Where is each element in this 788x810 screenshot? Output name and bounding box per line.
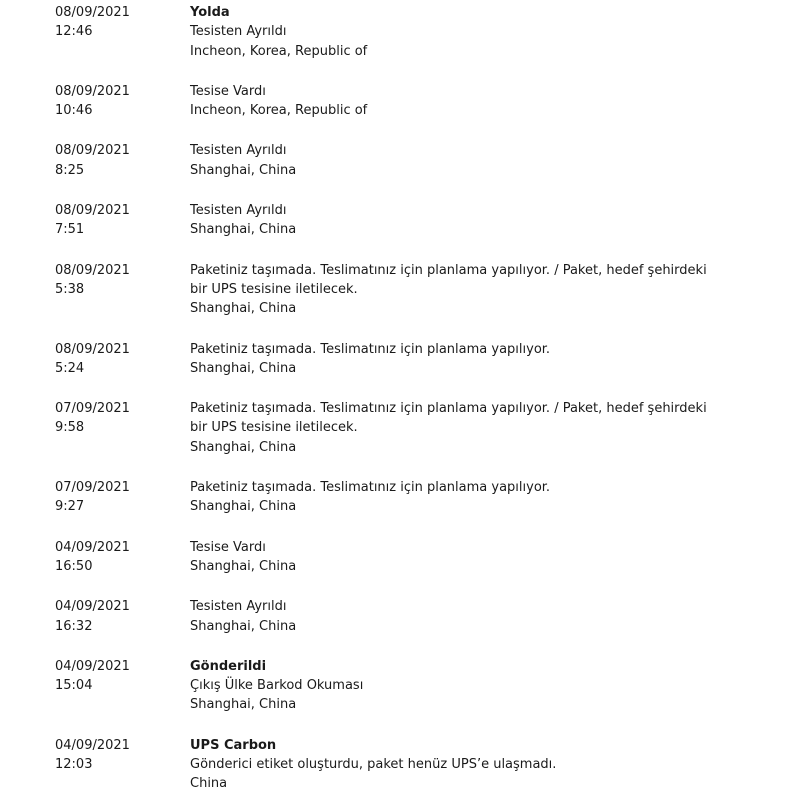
event-description: Tesisten Ayrıldı	[190, 203, 287, 219]
event-datetime	[55, 399, 190, 457]
event-location: Shanghai, China	[190, 222, 297, 238]
event-time: 15:04	[55, 678, 93, 694]
event-datetime	[55, 201, 190, 240]
event-description: Tesise Vardı	[190, 83, 266, 99]
event-datetime	[55, 736, 190, 794]
event-status: UPS Carbon	[190, 737, 277, 753]
event-description: Tesisten Ayrıldı	[190, 24, 287, 40]
event-time: 12:03	[55, 757, 93, 773]
tracking-event	[55, 597, 788, 636]
tracking-event	[55, 261, 788, 319]
event-time: 7:51	[55, 222, 85, 238]
event-details	[190, 261, 710, 319]
event-time: 5:24	[55, 360, 85, 376]
event-datetime	[55, 82, 190, 121]
event-time: 5:38	[55, 281, 85, 297]
event-location: Shanghai, China	[190, 618, 297, 634]
event-date: 08/09/2021	[55, 143, 130, 159]
event-description: Tesise Vardı	[190, 539, 266, 555]
event-datetime	[55, 597, 190, 636]
event-date: 04/09/2021	[55, 737, 130, 753]
event-status: Yolda	[190, 5, 230, 20]
event-date: 07/09/2021	[55, 401, 130, 417]
event-details	[190, 478, 710, 517]
event-time: 10:46	[55, 103, 93, 119]
event-details	[190, 201, 710, 240]
event-description: Tesisten Ayrıldı	[190, 599, 287, 615]
event-details	[190, 399, 710, 457]
event-description: Paketiniz taşımada. Teslimatınız için planlama yapılıyor. / Paket, hedef şehirdeki bir UPS tesisine iletilecek.	[190, 262, 707, 297]
event-description: Paketiniz taşımada. Teslimatınız için planlama yapılıyor.	[190, 341, 551, 357]
event-description: Tesisten Ayrıldı	[190, 143, 287, 159]
event-details	[190, 597, 710, 636]
event-date: 08/09/2021	[55, 83, 130, 99]
tracking-event	[55, 3, 788, 61]
event-date: 04/09/2021	[55, 539, 130, 555]
tracking-event	[55, 657, 788, 715]
event-location: Shanghai, China	[190, 301, 297, 317]
event-location: Incheon, Korea, Republic of	[190, 43, 368, 59]
event-details	[190, 82, 710, 121]
event-location: Shanghai, China	[190, 499, 297, 515]
event-date: 08/09/2021	[55, 203, 130, 219]
event-description: Çıkış Ülke Barkod Okuması	[190, 678, 364, 694]
event-details	[190, 3, 710, 61]
event-details	[190, 736, 710, 794]
event-description: Paketiniz taşımada. Teslimatınız için planlama yapılıyor. / Paket, hedef şehirdeki bir UPS tesisine iletilecek.	[190, 401, 707, 436]
event-date: 08/09/2021	[55, 5, 130, 20]
event-time: 9:27	[55, 499, 85, 515]
event-location: Shanghai, China	[190, 558, 297, 574]
event-details	[190, 141, 710, 180]
event-location: China	[190, 776, 228, 792]
event-time: 16:32	[55, 618, 93, 634]
event-datetime	[55, 657, 190, 715]
event-date: 04/09/2021	[55, 658, 130, 674]
event-details	[190, 657, 710, 715]
event-time: 8:25	[55, 162, 85, 178]
event-description: Paketiniz taşımada. Teslimatınız için planlama yapılıyor.	[190, 480, 551, 496]
event-location: Incheon, Korea, Republic of	[190, 103, 368, 119]
event-details	[190, 340, 710, 379]
event-datetime	[55, 141, 190, 180]
event-date: 08/09/2021	[55, 262, 130, 278]
tracking-event	[55, 478, 788, 517]
event-location: Shanghai, China	[190, 439, 297, 455]
tracking-event	[55, 141, 788, 180]
event-datetime	[55, 478, 190, 517]
tracking-event	[55, 736, 788, 794]
event-datetime	[55, 340, 190, 379]
tracking-event	[55, 399, 788, 457]
tracking-event	[55, 340, 788, 379]
event-datetime	[55, 538, 190, 577]
tracking-event	[55, 82, 788, 121]
event-location: Shanghai, China	[190, 162, 297, 178]
event-description: Gönderici etiket oluşturdu, paket henüz UPS’e ulaşmadı.	[190, 757, 557, 773]
tracking-event	[55, 201, 788, 240]
event-date: 04/09/2021	[55, 599, 130, 615]
event-date: 08/09/2021	[55, 341, 130, 357]
event-location: Shanghai, China	[190, 360, 297, 376]
event-status: Gönderildi	[190, 658, 267, 674]
event-date: 07/09/2021	[55, 480, 130, 496]
event-datetime	[55, 261, 190, 319]
event-datetime	[55, 3, 190, 61]
tracking-event	[55, 538, 788, 577]
event-time: 16:50	[55, 558, 93, 574]
event-time: 9:58	[55, 420, 85, 436]
event-details	[190, 538, 710, 577]
event-time: 12:46	[55, 24, 93, 40]
event-location: Shanghai, China	[190, 697, 297, 713]
